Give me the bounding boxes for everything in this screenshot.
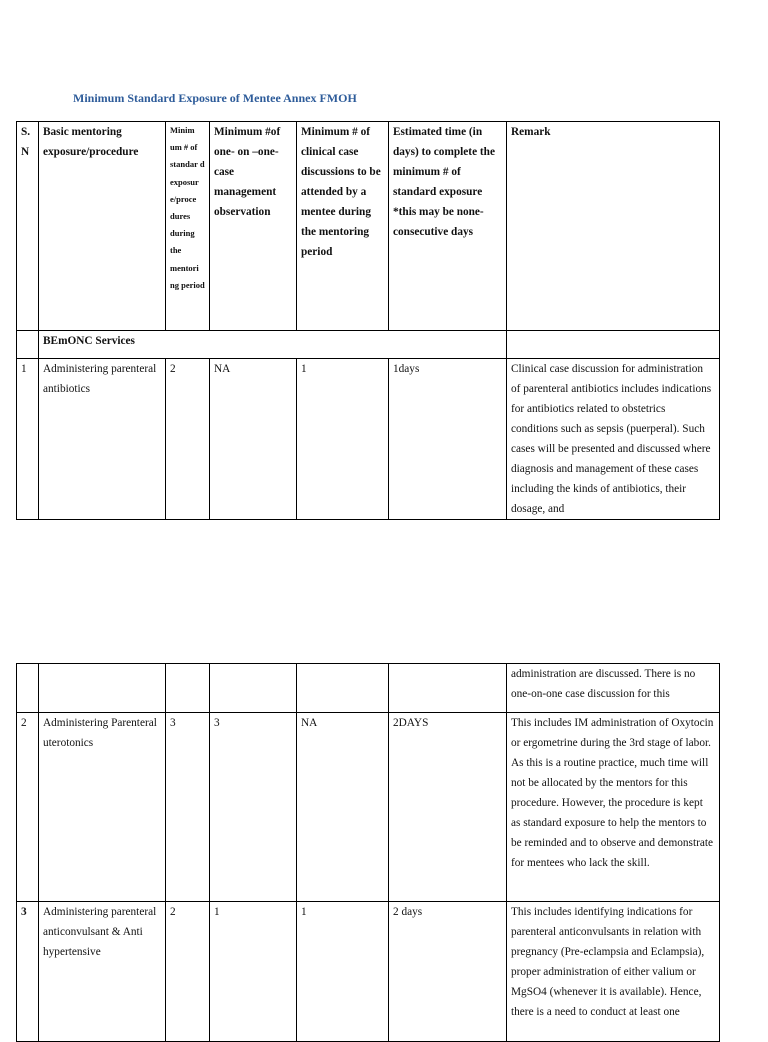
header-min-case-discussions: Minimum # of clinical case discussions to be attended by a mentee during the mentoring period: [297, 122, 389, 331]
row-3-procedure: Administering parenteral anticonvulsant & Anti hypertensive: [39, 902, 166, 1042]
row-1-remark-continued: administration are discussed. There is no one-on-one case discussion for this: [507, 664, 720, 713]
row-1-cont-procedure: [39, 664, 166, 713]
row-1-cont-estimated-time: [389, 664, 507, 713]
row-1-remark: Clinical case discussion for administration of parenteral antibiotics includes indications for antibiotics related to obstetrics conditions such as sepsis (puerperal). Such cases will be presented and discussed where diagnosis and management of these cases including the kinds of antibiotics, their dosage, and: [507, 359, 720, 520]
row-3-min-one-on-one: 1: [210, 902, 297, 1042]
row-1-cont-min-standard: [166, 664, 210, 713]
row-1-cont-min-one-on-one: [210, 664, 297, 713]
exposure-table-page-1: [16, 121, 720, 520]
row-1-estimated-time: 1days: [389, 359, 507, 520]
section-remark-cell: [507, 331, 720, 359]
header-min-standard: Minim um # of standar d exposur e/proce dures during the mentori ng period: [166, 122, 210, 331]
header-procedure: Basic mentoring exposure/procedure: [39, 122, 166, 331]
row-3-estimated-time: 2 days: [389, 902, 507, 1042]
header-sn: S. N: [17, 122, 39, 331]
section-row: [17, 331, 720, 359]
exposure-table-page-2: [16, 663, 720, 1042]
row-1-procedure: Administering parenteral antibiotics: [39, 359, 166, 520]
row-2-remark: This includes IM administration of Oxytocin or ergometrine during the 3rd stage of labor. As this is a routine practice, much time will not be allocated by the mentors for this procedure. However, the procedure is kept as standard exposure to help the mentors to be reminded and to observe and demonstrate for mentees who lack the skill.: [507, 713, 720, 902]
row-1-min-standard: 2: [166, 359, 210, 520]
row-3-min-case-discussions: 1: [297, 902, 389, 1042]
header-min-one-on-one: Minimum #of one- on –one- case management observation: [210, 122, 297, 331]
row-2-sn: 2: [17, 713, 39, 902]
section-label: BEmONC Services: [39, 331, 507, 359]
row-2-min-one-on-one: 3: [210, 713, 297, 902]
row-3-remark: This includes identifying indications for parenteral anticonvulsants in relation with pregnancy (Pre-eclampsia and Eclampsia), proper administration of either valium or MgSO4 (whenever it is available). Hence, there is a need to conduct at least one: [507, 902, 720, 1042]
section-sn-cell: [17, 331, 39, 359]
row-2-min-standard: 3: [166, 713, 210, 902]
row-2-procedure: Administering Parenteral uterotonics: [39, 713, 166, 902]
table-header-row: [17, 122, 720, 331]
document-title: Minimum Standard Exposure of Mentee Annex FMOH: [73, 91, 357, 105]
row-2-min-case-discussions: NA: [297, 713, 389, 902]
table-row-continued: [17, 664, 720, 713]
row-1-min-case-discussions: 1: [297, 359, 389, 520]
table-row: [17, 713, 720, 902]
header-estimated-time: Estimated time (in days) to complete the minimum # of standard exposure *this may be none- consecutive days: [389, 122, 507, 331]
header-remark: Remark: [507, 122, 720, 331]
table-row: [17, 359, 720, 520]
table-row: [17, 902, 720, 1042]
row-3-min-standard: 2: [166, 902, 210, 1042]
row-1-min-one-on-one: NA: [210, 359, 297, 520]
row-1-cont-min-case-discussions: [297, 664, 389, 713]
row-3-sn: 3: [17, 902, 39, 1042]
row-1-cont-sn: [17, 664, 39, 713]
row-2-estimated-time: 2DAYS: [389, 713, 507, 902]
row-1-sn: 1: [17, 359, 39, 520]
